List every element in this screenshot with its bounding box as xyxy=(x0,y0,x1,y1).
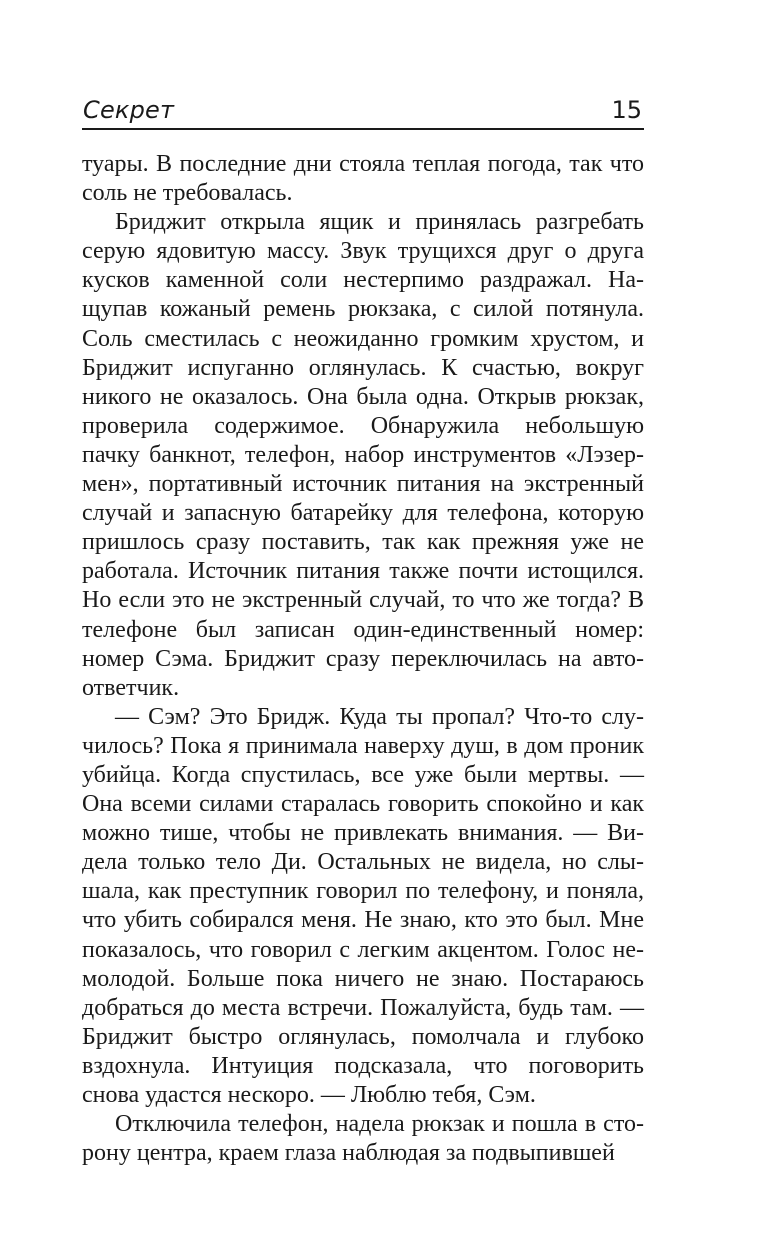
body-text xyxy=(82,150,644,1168)
paragraph-dialogue: — Сэм? Это Бридж. Куда ты пропал? Что-то случилось? Пока я принимала наверху душ, в дом проник убийца. Когда спустилась, все уже были мертвы. — Она всеми силами старалась говорить спокойно и как можно тише, чтобы не привлекать внимания. — Видела только тело Ди. Остальных не видела, но слышала, как преступник говорил по телефону, и поняла, что убить собирался меня. Не знаю, кто это был. Мне показалось, что говорил с легким акцентом. Голос немолодой. Больше пока ничего не знаю. Постараюсь добраться до места встречи. Пожалуйста, будь там. — Бриджит быстро оглянулась, помолчала и глубоко вздохнула. Интуиция подсказала, что поговорить снова удастся нескоро. — Люблю тебя, Сэм. xyxy=(82,703,644,1108)
page-number: 15 xyxy=(611,96,642,124)
running-header xyxy=(82,92,644,130)
paragraph: Бриджит открыла ящик и принялась разгребать серую ядовитую массу. Звук трущихся друг о друга кусков каменной соли нестерпимо раздражал. Нащупав кожаный ремень рюкзака, с силой потянула. Соль сместилась с неожиданно громким хрустом, и Бриджит испуганно оглянулась. К счастью, вокруг никого не оказалось. Она была одна. Открыв рюкзак, проверила содержимое. Обнаружила небольшую пачку банкнот, телефон, набор инструментов «Лэзермен», портативный источник питания на экстренный случай и запасную батарейку для телефона, которую пришлось сразу поставить, так как прежняя уже не работала. Источник питания также почти истощился. Но если это не экстренный случай, то что же тогда? В телефоне был записан один-единственный номер: номер Сэма. Бриджит сразу переключилась на автоответчик. xyxy=(82,209,644,701)
paragraph: Отключила телефон, надела рюкзак и пошла в сторону центра, краем глаза наблюдая за подвыпившей xyxy=(82,1111,644,1167)
book-title: Секрет xyxy=(83,96,175,124)
paragraph-continued: туары. В последние дни стояла теплая погода, так что соль не требовалась. xyxy=(82,151,644,207)
